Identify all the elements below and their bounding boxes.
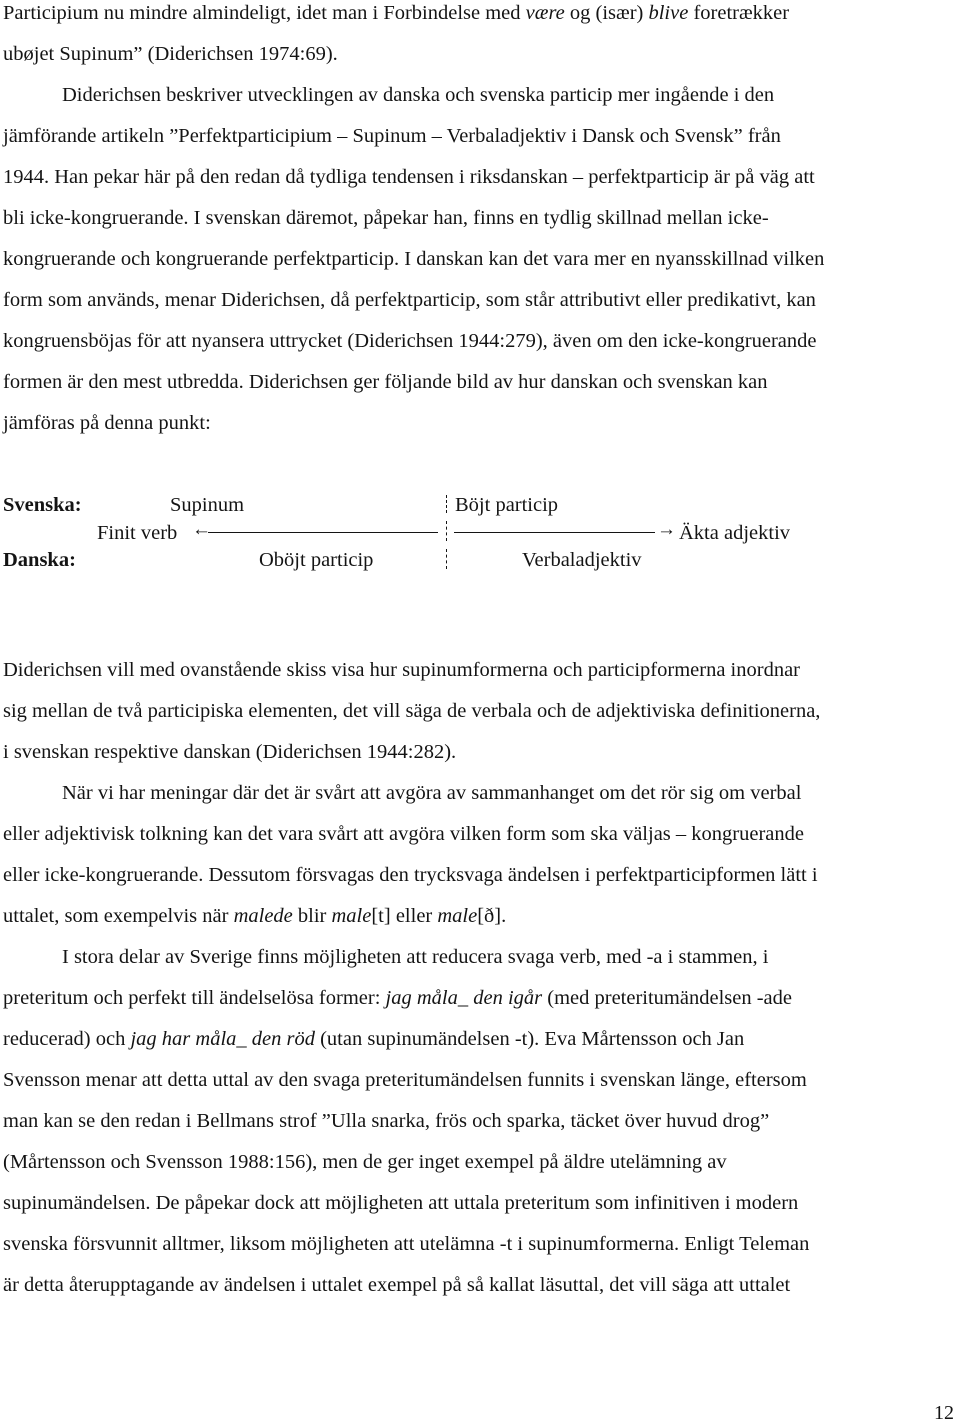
text-line: bli icke-kongruerande. I svenskan däremot, påpekar han, finns en tydlig skillnad mellan icke- — [3, 207, 769, 229]
text-line: När vi har meningar där det är svårt att avgöra av sammanhanget om det rör sig om verbal — [62, 782, 802, 804]
arrow-left-icon: ← — [192, 519, 211, 540]
arrow-line-left — [208, 532, 438, 533]
text-line: kongruensböjas för att nyansera uttrycket (Diderichsen 1944:279), även om den icke-kongruerande — [3, 330, 817, 352]
text-line: jämförande artikeln ”Perfektparticipium – Supinum – Verbaladjektiv i Dansk och Svensk” från — [3, 125, 781, 147]
text-line: svenska försvunnit alltmer, liksom möjligheten att utelämna -t i supinumformerna. Enligt Teleman — [3, 1233, 810, 1255]
text-line: jämföras på denna punkt: — [3, 412, 211, 434]
finit-verb-label: Finit verb — [97, 522, 178, 544]
text-line: eller adjektivisk tolkning kan det vara svårt att avgöra vilken form som ska väljas – kongruerande — [3, 823, 804, 845]
text-line: supinumändelsen. De påpekar dock att möjligheten att uttala preteritum som infinitiven i modern — [3, 1192, 799, 1214]
text-line: (Mårtensson och Svensson 1988:156), men de ger inget exempel på äldre utelämning av — [3, 1151, 727, 1173]
text-line: Diderichsen beskriver utvecklingen av danska och svenska particip mer ingående i den — [62, 84, 775, 106]
verbaladjektiv-label: Verbaladjektiv — [522, 549, 642, 571]
text-line: ubøjet Supinum” (Diderichsen 1974:69). — [3, 43, 338, 65]
text-line: uttalet, som exempelvis när malede blir male[t] eller male[ð]. — [3, 905, 507, 927]
text-line: Svensson menar att detta uttal av den svaga preteritumändelsen funnits i svenskan länge, eftersom — [3, 1069, 807, 1091]
svenska-label: Svenska: — [3, 494, 82, 516]
text-line: man kan se den redan i Bellmans strof ”Ulla snarka, frös och sparka, täcket över huvud drog” — [3, 1110, 770, 1132]
obojt-particip-label: Oböjt particip — [259, 549, 374, 571]
text-line: kongruerande och kongruerande perfektparticip. I danskan kan det vara mer en nyansskillnad vilken — [3, 248, 825, 270]
divider-dashed-line — [446, 549, 447, 569]
arrow-line-right — [454, 532, 655, 533]
supinum-label: Supinum — [170, 494, 245, 516]
bojt-particip-label: Böjt particip — [455, 494, 559, 516]
text-line: 1944. Han pekar här på den redan då tydliga tendensen i riksdanskan – perfektparticip är på väg att — [3, 166, 815, 188]
arrow-right-icon: → — [657, 519, 676, 540]
divider-dashed-line — [446, 495, 447, 513]
divider-dashed-line — [446, 521, 447, 541]
text-line: är detta återupptagande av ändelsen i uttalet exempel på så kallat läsuttal, det vill säga att uttalet — [3, 1274, 791, 1296]
text-line: I stora delar av Sverige finns möjligheten att reducera svaga verb, med -a i stammen, i — [62, 946, 769, 968]
text-line: Participium nu mindre almindeligt, idet man i Forbindelse med være og (især) blive foretrækker — [3, 2, 790, 24]
text-line: i svenskan respektive danskan (Diderichsen 1944:282). — [3, 741, 457, 763]
text-line: form som används, menar Diderichsen, då perfektparticip, som står attributivt eller predikativt, kan — [3, 289, 816, 311]
danska-label: Danska: — [3, 549, 76, 571]
text-line: eller icke-kongruerande. Dessutom försvagas den trycksvaga ändelsen i perfektparticipformen lätt i — [3, 864, 818, 886]
akta-adjektiv-label: Äkta adjektiv — [679, 522, 791, 544]
page-number: 12 — [934, 1402, 954, 1424]
text-line: sig mellan de två participiska elementen, det vill säga de verbala och de adjektiviska definitionerna, — [3, 700, 821, 722]
text-line: preteritum och perfekt till ändelselösa former: jag måla_ den igår (med preteritumändelsen -ade — [3, 987, 792, 1009]
text-line: formen är den mest utbredda. Diderichsen ger följande bild av hur danskan och svenskan kan — [3, 371, 768, 393]
text-line: Diderichsen vill med ovanstående skiss visa hur supinumformerna och participformerna inordnar — [3, 659, 800, 681]
text-line: reducerad) och jag har måla_ den röd (utan supinumändelsen -t). Eva Mårtensson och Jan — [3, 1028, 745, 1050]
